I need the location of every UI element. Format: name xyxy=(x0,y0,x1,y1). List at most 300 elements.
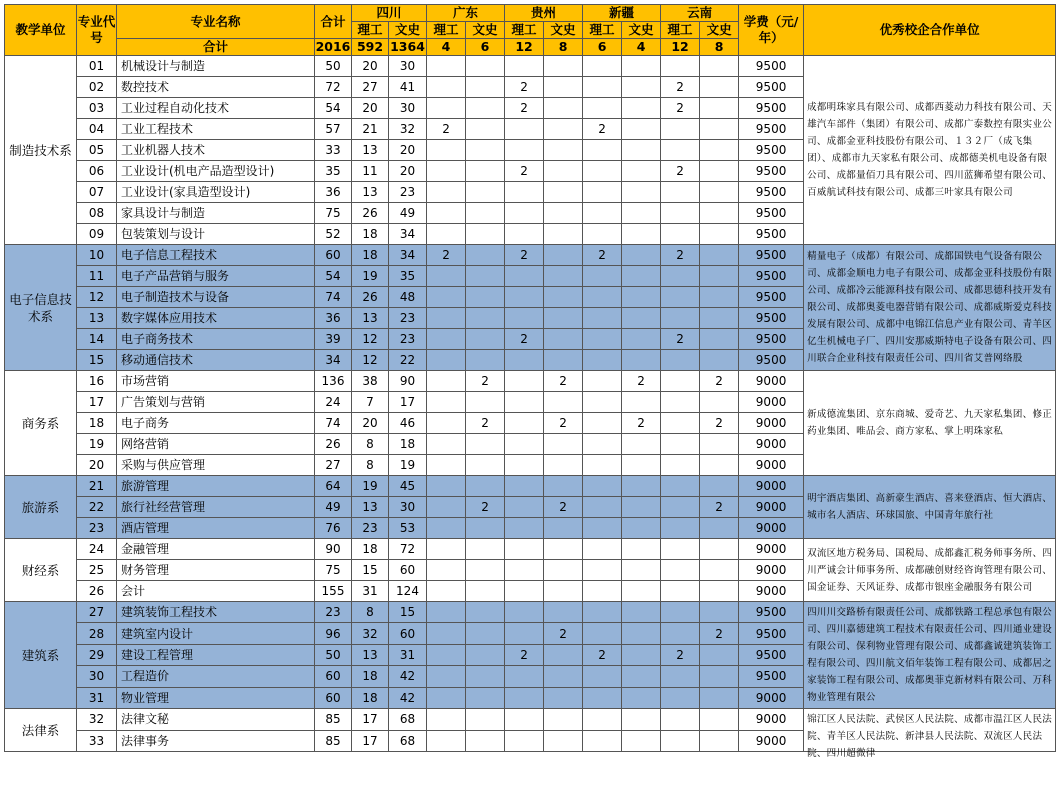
tuition-fee: 9500 xyxy=(739,224,804,245)
xinjiang-wen xyxy=(622,182,661,203)
yunnan-li xyxy=(661,709,700,731)
major-total: 24 xyxy=(315,392,352,413)
sichuan-li: 20 xyxy=(352,98,389,119)
guangdong-wen xyxy=(466,266,505,287)
tuition-fee: 9000 xyxy=(739,709,804,731)
guizhou-li xyxy=(505,371,544,392)
guangdong-li xyxy=(427,329,466,350)
department-name: 制造技术系 xyxy=(5,56,77,245)
major-code: 08 xyxy=(77,203,117,224)
sichuan-li: 13 xyxy=(352,308,389,329)
guangdong-li xyxy=(427,140,466,161)
guangdong-li xyxy=(427,666,466,687)
guangdong-li xyxy=(427,560,466,581)
major-total: 90 xyxy=(315,539,352,560)
tuition-fee: 9500 xyxy=(739,245,804,266)
header-sichuan-li: 理工 xyxy=(352,22,389,39)
sichuan-li: 19 xyxy=(352,266,389,287)
guangdong-li xyxy=(427,455,466,476)
tuition-fee: 9000 xyxy=(739,413,804,434)
major-total: 85 xyxy=(315,709,352,731)
major-code: 12 xyxy=(77,287,117,308)
sichuan-wen: 45 xyxy=(389,476,427,497)
guangdong-wen xyxy=(466,730,505,752)
sichuan-li: 31 xyxy=(352,581,389,602)
major-name: 工业过程自动化技术 xyxy=(117,98,315,119)
guangdong-li xyxy=(427,497,466,518)
major-name: 广告策划与营销 xyxy=(117,392,315,413)
tuition-fee: 9500 xyxy=(739,56,804,77)
sichuan-wen: 41 xyxy=(389,77,427,98)
header-guangdong-wen: 文史 xyxy=(466,22,505,39)
guangdong-li xyxy=(427,644,466,665)
major-name: 电子信息工程技术 xyxy=(117,245,315,266)
tuition-fee: 9500 xyxy=(739,623,804,644)
yunnan-li xyxy=(661,666,700,687)
header-province-xinjiang: 新疆 xyxy=(583,5,661,22)
header-yunnan-li: 理工 xyxy=(661,22,700,39)
major-name: 市场营销 xyxy=(117,371,315,392)
tuition-fee: 9500 xyxy=(739,329,804,350)
cooperation-partners xyxy=(804,709,1056,759)
yunnan-li xyxy=(661,497,700,518)
xinjiang-wen xyxy=(622,434,661,455)
major-code: 11 xyxy=(77,266,117,287)
yunnan-wen: 2 xyxy=(700,497,739,518)
tuition-fee: 9500 xyxy=(739,602,804,623)
sichuan-li: 13 xyxy=(352,497,389,518)
guangdong-wen xyxy=(466,182,505,203)
sichuan-li: 18 xyxy=(352,245,389,266)
xinjiang-wen xyxy=(622,602,661,623)
xinjiang-li xyxy=(583,308,622,329)
guizhou-wen xyxy=(544,644,583,665)
tuition-fee: 9000 xyxy=(739,455,804,476)
department-name: 法律系 xyxy=(5,709,77,752)
sichuan-li: 18 xyxy=(352,539,389,560)
major-total: 50 xyxy=(315,644,352,665)
cooperation-partners xyxy=(804,476,1056,539)
yunnan-wen xyxy=(700,455,739,476)
guizhou-wen xyxy=(544,98,583,119)
major-name: 工业机器人技术 xyxy=(117,140,315,161)
major-code: 15 xyxy=(77,350,117,371)
xinjiang-li xyxy=(583,161,622,182)
guizhou-li: 2 xyxy=(505,98,544,119)
major-total: 85 xyxy=(315,730,352,752)
major-code: 17 xyxy=(77,392,117,413)
xinjiang-li xyxy=(583,602,622,623)
header-yunnan-li-total: 12 xyxy=(661,39,700,56)
yunnan-li xyxy=(661,434,700,455)
xinjiang-li xyxy=(583,350,622,371)
yunnan-wen xyxy=(700,644,739,665)
major-name: 金融管理 xyxy=(117,539,315,560)
sichuan-wen: 20 xyxy=(389,161,427,182)
guizhou-wen xyxy=(544,245,583,266)
guangdong-wen xyxy=(466,287,505,308)
yunnan-li xyxy=(661,392,700,413)
yunnan-li xyxy=(661,539,700,560)
tuition-fee: 9500 xyxy=(739,182,804,203)
xinjiang-li xyxy=(583,709,622,731)
header-guangdong-wen-total: 6 xyxy=(466,39,505,56)
tuition-fee: 9000 xyxy=(739,476,804,497)
major-total: 60 xyxy=(315,245,352,266)
yunnan-wen xyxy=(700,350,739,371)
guizhou-li xyxy=(505,140,544,161)
header-guizhou-wen: 文史 xyxy=(544,22,583,39)
yunnan-wen xyxy=(700,560,739,581)
yunnan-wen xyxy=(700,308,739,329)
sichuan-li: 19 xyxy=(352,476,389,497)
guizhou-li xyxy=(505,266,544,287)
tuition-fee: 9500 xyxy=(739,77,804,98)
guangdong-li xyxy=(427,371,466,392)
guangdong-wen xyxy=(466,77,505,98)
xinjiang-wen xyxy=(622,539,661,560)
tuition-fee: 9500 xyxy=(739,161,804,182)
major-name: 建筑室内设计 xyxy=(117,623,315,644)
major-name: 数字媒体应用技术 xyxy=(117,308,315,329)
sichuan-li: 20 xyxy=(352,413,389,434)
header-sichuan-li-total: 592 xyxy=(352,39,389,56)
header-yunnan-wen: 文史 xyxy=(700,22,739,39)
sichuan-wen: 34 xyxy=(389,245,427,266)
major-code: 19 xyxy=(77,434,117,455)
yunnan-li xyxy=(661,308,700,329)
sichuan-wen: 30 xyxy=(389,98,427,119)
sichuan-li: 12 xyxy=(352,350,389,371)
guangdong-li xyxy=(427,224,466,245)
xinjiang-wen xyxy=(622,560,661,581)
sichuan-wen: 35 xyxy=(389,266,427,287)
guangdong-wen xyxy=(466,644,505,665)
header-province-yunnan: 云南 xyxy=(661,5,739,22)
department-name: 旅游系 xyxy=(5,476,77,539)
major-name: 会计 xyxy=(117,581,315,602)
cooperation-partners-text: 新成德流集团、京东商城、爱奇艺、九天家私集团、修正药业集团、唯品会、商方家私、掌上明珠家私 xyxy=(807,409,1053,437)
major-name: 网络营销 xyxy=(117,434,315,455)
tuition-fee: 9500 xyxy=(739,203,804,224)
major-name: 法律事务 xyxy=(117,730,315,752)
xinjiang-li xyxy=(583,224,622,245)
sichuan-wen: 23 xyxy=(389,182,427,203)
guangdong-wen xyxy=(466,161,505,182)
guizhou-li xyxy=(505,308,544,329)
header-sichuan-wen: 文史 xyxy=(389,22,427,39)
yunnan-wen xyxy=(700,518,739,539)
major-total: 72 xyxy=(315,77,352,98)
major-code: 29 xyxy=(77,644,117,665)
xinjiang-li xyxy=(583,730,622,752)
guangdong-wen: 2 xyxy=(466,413,505,434)
guangdong-li xyxy=(427,539,466,560)
xinjiang-li xyxy=(583,623,622,644)
xinjiang-li xyxy=(583,98,622,119)
yunnan-li: 2 xyxy=(661,644,700,665)
guangdong-wen xyxy=(466,666,505,687)
guizhou-wen xyxy=(544,392,583,413)
sichuan-wen: 60 xyxy=(389,560,427,581)
sichuan-li: 13 xyxy=(352,140,389,161)
yunnan-li xyxy=(661,350,700,371)
xinjiang-li xyxy=(583,56,622,77)
major-name: 移动通信技术 xyxy=(117,350,315,371)
sichuan-li: 15 xyxy=(352,560,389,581)
table-row xyxy=(5,709,1056,731)
xinjiang-wen xyxy=(622,497,661,518)
yunnan-wen xyxy=(700,140,739,161)
cooperation-partners xyxy=(804,371,1056,476)
yunnan-wen xyxy=(700,203,739,224)
major-total: 76 xyxy=(315,518,352,539)
yunnan-wen xyxy=(700,539,739,560)
tuition-fee: 9000 xyxy=(739,518,804,539)
department-name: 财经系 xyxy=(5,539,77,602)
major-code: 03 xyxy=(77,98,117,119)
xinjiang-wen xyxy=(622,245,661,266)
yunnan-wen xyxy=(700,161,739,182)
xinjiang-wen xyxy=(622,140,661,161)
major-code: 05 xyxy=(77,140,117,161)
guizhou-wen xyxy=(544,329,583,350)
guangdong-wen xyxy=(466,56,505,77)
guangdong-li xyxy=(427,77,466,98)
sichuan-li: 17 xyxy=(352,730,389,752)
sichuan-li: 26 xyxy=(352,287,389,308)
major-total: 60 xyxy=(315,666,352,687)
sichuan-wen: 18 xyxy=(389,434,427,455)
major-total: 96 xyxy=(315,623,352,644)
yunnan-wen xyxy=(700,434,739,455)
major-total: 49 xyxy=(315,497,352,518)
xinjiang-wen xyxy=(622,455,661,476)
major-total: 23 xyxy=(315,602,352,623)
sichuan-wen: 19 xyxy=(389,455,427,476)
major-total: 52 xyxy=(315,224,352,245)
major-total: 50 xyxy=(315,56,352,77)
guangdong-li xyxy=(427,98,466,119)
header-xinjiang-wen: 文史 xyxy=(622,22,661,39)
sichuan-wen: 90 xyxy=(389,371,427,392)
xinjiang-li xyxy=(583,287,622,308)
yunnan-li xyxy=(661,581,700,602)
xinjiang-li xyxy=(583,203,622,224)
guizhou-li xyxy=(505,666,544,687)
guangdong-li xyxy=(427,413,466,434)
guizhou-li xyxy=(505,709,544,731)
major-code: 09 xyxy=(77,224,117,245)
guizhou-wen xyxy=(544,161,583,182)
sichuan-li: 18 xyxy=(352,687,389,708)
yunnan-li xyxy=(661,623,700,644)
guizhou-wen xyxy=(544,476,583,497)
major-name: 旅行社经营管理 xyxy=(117,497,315,518)
yunnan-li: 2 xyxy=(661,329,700,350)
guangdong-wen xyxy=(466,119,505,140)
sichuan-li: 12 xyxy=(352,329,389,350)
sichuan-wen: 60 xyxy=(389,623,427,644)
xinjiang-wen xyxy=(622,308,661,329)
guizhou-li xyxy=(505,581,544,602)
guangdong-wen xyxy=(466,329,505,350)
guangdong-wen xyxy=(466,140,505,161)
guangdong-wen xyxy=(466,455,505,476)
sichuan-li: 13 xyxy=(352,644,389,665)
sichuan-wen: 30 xyxy=(389,56,427,77)
xinjiang-wen xyxy=(622,518,661,539)
table-body xyxy=(5,56,1056,759)
tuition-fee: 9000 xyxy=(739,581,804,602)
guizhou-wen xyxy=(544,687,583,708)
major-total: 36 xyxy=(315,182,352,203)
xinjiang-wen xyxy=(622,119,661,140)
major-name: 电子产品营销与服务 xyxy=(117,266,315,287)
guangdong-li xyxy=(427,687,466,708)
major-name: 工业工程技术 xyxy=(117,119,315,140)
guangdong-wen xyxy=(466,245,505,266)
xinjiang-li xyxy=(583,371,622,392)
tuition-fee: 9500 xyxy=(739,644,804,665)
major-name: 电子商务 xyxy=(117,413,315,434)
guangdong-wen xyxy=(466,98,505,119)
header-major: 专业名称 xyxy=(117,5,315,39)
header-coop: 优秀校企合作单位 xyxy=(804,5,1056,56)
guizhou-li: 2 xyxy=(505,329,544,350)
header-province-guizhou: 贵州 xyxy=(505,5,583,22)
guizhou-li xyxy=(505,623,544,644)
sichuan-li: 23 xyxy=(352,518,389,539)
guizhou-li xyxy=(505,476,544,497)
yunnan-li: 2 xyxy=(661,77,700,98)
guizhou-li xyxy=(505,602,544,623)
tuition-fee: 9000 xyxy=(739,392,804,413)
guangdong-wen: 2 xyxy=(466,371,505,392)
yunnan-wen xyxy=(700,245,739,266)
guizhou-wen xyxy=(544,709,583,731)
tuition-fee: 9500 xyxy=(739,140,804,161)
guizhou-li xyxy=(505,182,544,203)
guangdong-li xyxy=(427,350,466,371)
major-total: 33 xyxy=(315,140,352,161)
sichuan-wen: 32 xyxy=(389,119,427,140)
major-name: 物业管理 xyxy=(117,687,315,708)
guizhou-wen xyxy=(544,350,583,371)
major-code: 26 xyxy=(77,581,117,602)
cooperation-partners-text: 明宇酒店集团、高新豪生酒店、喜来登酒店、恒大酒店、城市名人酒店、环球国旅、中国青年旅行社 xyxy=(807,493,1053,521)
major-total: 27 xyxy=(315,455,352,476)
major-code: 23 xyxy=(77,518,117,539)
sichuan-li: 26 xyxy=(352,203,389,224)
xinjiang-wen xyxy=(622,350,661,371)
yunnan-wen xyxy=(700,709,739,731)
guizhou-li xyxy=(505,203,544,224)
sichuan-li: 20 xyxy=(352,56,389,77)
guizhou-wen: 2 xyxy=(544,413,583,434)
guizhou-li: 2 xyxy=(505,77,544,98)
guizhou-li xyxy=(505,687,544,708)
guangdong-li xyxy=(427,602,466,623)
guangdong-li: 2 xyxy=(427,119,466,140)
yunnan-wen xyxy=(700,119,739,140)
major-code: 01 xyxy=(77,56,117,77)
guangdong-li xyxy=(427,476,466,497)
guizhou-li xyxy=(505,413,544,434)
guangdong-wen xyxy=(466,687,505,708)
guizhou-wen: 2 xyxy=(544,623,583,644)
guangdong-wen xyxy=(466,623,505,644)
major-code: 20 xyxy=(77,455,117,476)
yunnan-li xyxy=(661,203,700,224)
cooperation-partners xyxy=(804,539,1056,602)
guizhou-wen xyxy=(544,560,583,581)
major-name: 工程造价 xyxy=(117,666,315,687)
major-total: 54 xyxy=(315,98,352,119)
sichuan-li: 7 xyxy=(352,392,389,413)
sichuan-wen: 31 xyxy=(389,644,427,665)
xinjiang-li xyxy=(583,560,622,581)
major-total: 36 xyxy=(315,308,352,329)
tuition-fee: 9000 xyxy=(739,560,804,581)
table-row xyxy=(5,245,1056,266)
major-total: 64 xyxy=(315,476,352,497)
xinjiang-wen xyxy=(622,203,661,224)
cooperation-partners-text: 锦江区人民法院、武侯区人民法院、成都市温江区人民法院、青羊区人民法院、新津县人民法院、双流区人民法院、四川超微律 xyxy=(807,714,1053,759)
yunnan-li xyxy=(661,730,700,752)
table-row xyxy=(5,56,1056,77)
xinjiang-wen xyxy=(622,666,661,687)
department-name: 建筑系 xyxy=(5,602,77,709)
guizhou-wen xyxy=(544,308,583,329)
major-name: 电子制造技术与设备 xyxy=(117,287,315,308)
guangdong-wen xyxy=(466,392,505,413)
major-name: 法律文秘 xyxy=(117,709,315,731)
major-code: 04 xyxy=(77,119,117,140)
guizhou-wen xyxy=(544,434,583,455)
guangdong-li xyxy=(427,161,466,182)
tuition-fee: 9000 xyxy=(739,371,804,392)
yunnan-wen xyxy=(700,476,739,497)
xinjiang-wen xyxy=(622,224,661,245)
cooperation-partners xyxy=(804,245,1056,371)
yunnan-wen xyxy=(700,182,739,203)
xinjiang-wen xyxy=(622,644,661,665)
xinjiang-wen xyxy=(622,266,661,287)
sichuan-li: 32 xyxy=(352,623,389,644)
xinjiang-wen xyxy=(622,730,661,752)
yunnan-wen xyxy=(700,56,739,77)
xinjiang-wen xyxy=(622,77,661,98)
guizhou-wen xyxy=(544,518,583,539)
yunnan-wen xyxy=(700,392,739,413)
major-code: 25 xyxy=(77,560,117,581)
xinjiang-li xyxy=(583,518,622,539)
header-grand-total: 2016 xyxy=(315,39,351,54)
header-guizhou-wen-total: 8 xyxy=(544,39,583,56)
yunnan-wen xyxy=(700,666,739,687)
major-name: 家具设计与制造 xyxy=(117,203,315,224)
xinjiang-wen xyxy=(622,687,661,708)
guizhou-wen: 2 xyxy=(544,371,583,392)
tuition-fee: 9500 xyxy=(739,119,804,140)
tuition-fee: 9500 xyxy=(739,666,804,687)
guangdong-wen xyxy=(466,518,505,539)
major-total: 54 xyxy=(315,266,352,287)
major-total: 75 xyxy=(315,560,352,581)
yunnan-wen xyxy=(700,98,739,119)
cooperation-partners-text: 四川川交路桥有限责任公司、成都铁路工程总承包有限公司、四川嘉德建筑工程技术有限责任公司、四川通业建设有限公司、保利物业管理有限公司、成都鑫诚建筑装饰工程有限公司、四川航文佰年装饰工程有限公司、成都居之家装饰工程有限公司、成都奥菲克新材料有限公司、万科物业管理有限公 xyxy=(807,607,1053,703)
